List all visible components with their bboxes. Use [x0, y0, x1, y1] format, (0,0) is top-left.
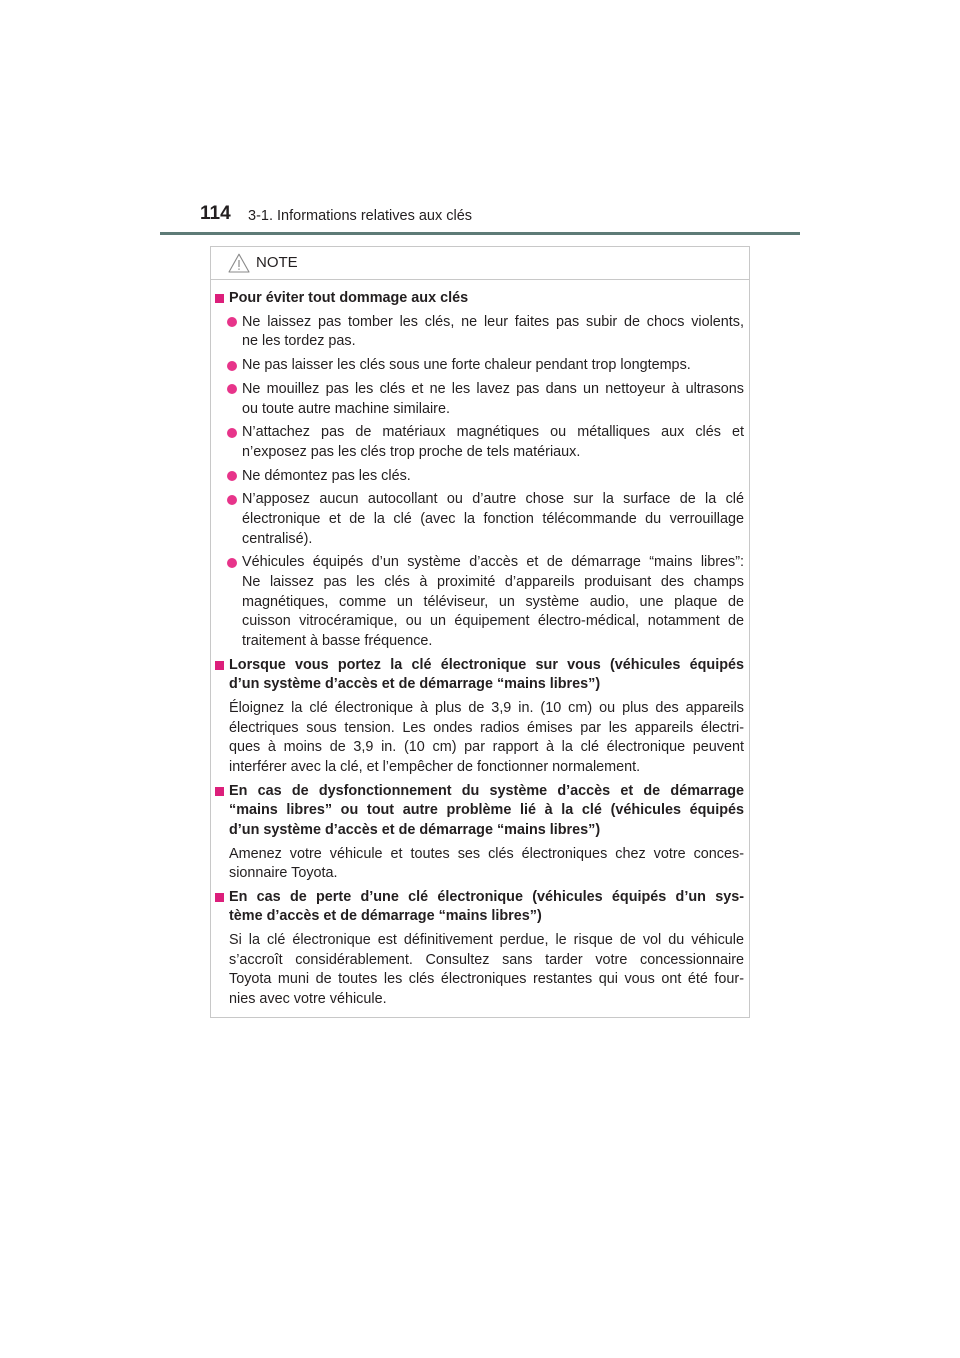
section-body — [215, 699, 744, 777]
body-line: Amenez votre véhicule et toutes ses clés électroniques chez votre conces- — [229, 845, 744, 862]
square-bullet-icon — [215, 294, 224, 303]
note-header — [211, 247, 749, 280]
bullet-line: Ne mouillez pas les clés et ne les lavez pas dans un nettoyeur à ultrasons — [242, 380, 744, 397]
circle-bullet-icon — [227, 471, 237, 481]
body-line: ques à moins de 3,9 in. (10 cm) par rapport à la clé électronique peuvent — [229, 739, 744, 756]
bullet-line: n’exposez pas les clés trop proche de tels matériaux. — [242, 443, 581, 460]
bullet-line: N’attachez pas de matériaux magnétiques ou métalliques aux clés et — [242, 424, 744, 441]
body-line: sionnaire Toyota. — [229, 865, 338, 882]
bullet-line: Ne démontez pas les clés. — [242, 467, 411, 484]
square-bullet-icon — [215, 787, 224, 796]
bullet-line: magnétiques, comme un téléviseur, un système audio, une plaque de — [242, 593, 744, 610]
header-rule — [160, 232, 800, 235]
square-bullet-icon — [215, 661, 224, 670]
section-body — [215, 845, 744, 884]
circle-bullet-icon — [227, 361, 237, 371]
circle-bullet-icon — [227, 317, 237, 327]
bullet-line: ou toute autre machine similaire. — [242, 400, 450, 417]
bullet-line: centralisé). — [242, 530, 313, 547]
note-label: NOTE — [256, 254, 298, 271]
bullet-line: Ne laissez pas les clés à proximité d’appareils produisant des champs — [242, 574, 744, 591]
bullet-line: électronique et de la clé (avec la fonction télécommande du verrouillage — [242, 511, 744, 528]
note-box — [210, 246, 750, 1018]
bullet-line: N’apposez aucun autocollant ou d’autre chose sur la surface de la clé — [242, 491, 744, 508]
bullet-line: Ne laissez pas tomber les clés, ne leur faites pas subir de chocs violents, — [242, 313, 744, 330]
section-heading-line: En cas de dysfonctionnement du système d’accès et de démarrage — [229, 782, 744, 799]
circle-bullet-icon — [227, 384, 237, 394]
bullet-line: Ne pas laisser les clés sous une forte chaleur pendant trop longtemps. — [242, 357, 691, 374]
body-line: s’accroît considérablement. Consultez sans tarder votre concessionnaire — [229, 951, 744, 968]
section-heading-line: Pour éviter tout dommage aux clés — [229, 290, 469, 306]
bullet-line: cuisson vitrocéramique, ou un équipement électro-médical, notamment de — [242, 613, 744, 630]
section-title: 3-1. Informations relatives aux clés — [248, 208, 473, 224]
section-heading-line: tème d’accès et de démarrage “mains libres”) — [229, 908, 542, 925]
body-line: interférer avec la clé, et l’empêcher de fonctionner normalement. — [229, 758, 641, 775]
page-header — [200, 203, 800, 233]
bullet-line: ne les tordez pas. — [242, 333, 356, 350]
bullet-item — [215, 380, 744, 419]
bullet-item — [215, 313, 744, 352]
square-bullet-icon — [215, 893, 224, 902]
circle-bullet-icon — [227, 428, 237, 438]
section-heading-line: “mains libres” ou tout autre problème lié à la clé (véhicules équipés — [229, 802, 744, 819]
section-heading-line: Lorsque vous portez la clé électronique sur vous (véhicules équipés — [229, 656, 744, 673]
circle-bullet-icon — [227, 495, 237, 505]
section-heading-line: En cas de perte d’une clé électronique (véhicules équipés d’un sys- — [229, 888, 744, 905]
body-line: Éloignez la clé électronique à plus de 3,9 in. (10 cm) ou plus des appareils — [229, 699, 744, 716]
section-body — [215, 931, 744, 1009]
section-heading — [215, 656, 744, 695]
bullet-item — [215, 467, 744, 487]
warning-triangle-icon — [228, 253, 250, 273]
bullet-item — [215, 356, 744, 376]
section-heading-line: d’un système d’accès et de démarrage “mains libres”) — [229, 676, 601, 693]
section-heading-line: d’un système d’accès et de démarrage “mains libres”) — [229, 821, 601, 838]
bullet-item — [215, 553, 744, 651]
section-heading — [215, 289, 744, 309]
body-line: électriques sous tension. Les ondes radios émises par les appareils électri- — [229, 719, 744, 736]
body-line: Si la clé électronique est définitivement perdue, le risque de vol du véhicule — [229, 932, 744, 949]
note-content — [215, 289, 744, 1014]
page-number: 114 — [200, 203, 231, 224]
bullet-line: Véhicules équipés d’un système d’accès et de démarrage “mains libres”: — [242, 554, 744, 571]
bullet-line: traitement à basse fréquence. — [242, 632, 433, 649]
body-line: Toyota muni de toutes les clés électroniques restantes qui vous ont été four- — [229, 971, 744, 988]
section-heading — [215, 782, 744, 841]
circle-bullet-icon — [227, 558, 237, 568]
bullet-item — [215, 490, 744, 549]
body-line: nies avec votre véhicule. — [229, 991, 387, 1008]
section-heading — [215, 888, 744, 927]
bullet-item — [215, 423, 744, 462]
